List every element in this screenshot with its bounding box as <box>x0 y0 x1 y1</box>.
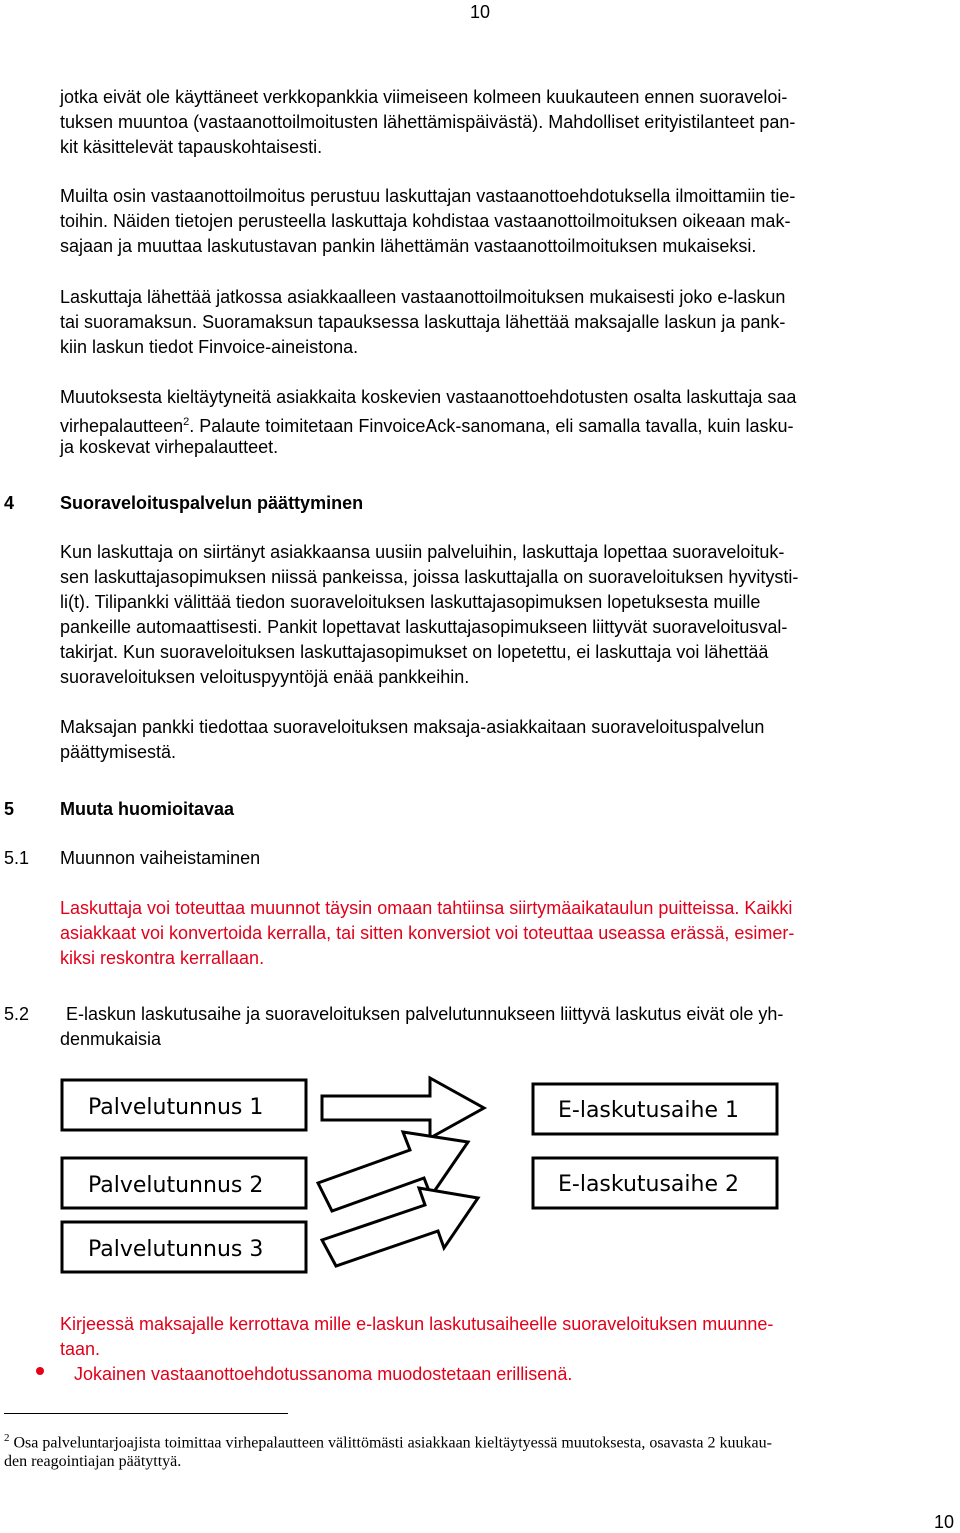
text-line: asiakkaat voi konvertoida kerralla, tai sitten konversiot voi toteuttaa useassa erässä, esimer- <box>60 923 795 943</box>
footnote-separator <box>4 1413 288 1414</box>
mapping-diagram <box>0 1070 960 1280</box>
text-line: suoraveloituksen veloituspyyntöjä enää pankkeihin. <box>60 667 470 687</box>
section-5-2-title-line: E-laskun laskutusaihe ja suoraveloituksen palvelutunnukseen liittyvä laskutus eivät ole yh- <box>66 1004 784 1024</box>
section-5-2-number: 5.2 <box>4 1004 30 1024</box>
e-laskutusaihe-2-label: E-laskutusaihe 2 <box>558 1172 739 1197</box>
footnote-line: den reagointiajan päätyttyä. <box>4 1453 182 1470</box>
section-5-number: 5 <box>4 799 15 819</box>
text-span: virhepalautteen <box>60 416 184 436</box>
text-line: Laskuttaja voi toteuttaa muunnot täysin omaan tahtiinsa siirtymäaikataulun puitteissa. Kaikki <box>60 898 793 918</box>
header-page-number: 10 <box>470 2 491 22</box>
text-line: Muilta osin vastaanottoilmoitus perustuu laskuttajan vastaanottoehdotuksella ilmoittamiin tie- <box>60 186 796 206</box>
text-line: sajaan ja muuttaa laskutustavan pankin lähettämän vastaanottoilmoituksen mukaiseksi. <box>60 236 757 256</box>
text-line: sen laskuttajasopimuksen niissä pankeissa, joissa laskuttajalla on suoraveloituksen hyvitysti- <box>60 567 799 587</box>
text-line: jotka eivät ole käyttäneet verkkopankkia viimeiseen kolmeen kuukauteen ennen suoraveloi- <box>60 87 788 107</box>
text-line: toihin. Näiden tietojen perusteella laskuttaja kohdistaa vastaanottoilmoituksen oikeaan mak- <box>60 211 791 231</box>
text-line: taan. <box>60 1339 101 1359</box>
section-5-2-title-line: denmukaisia <box>60 1029 162 1049</box>
text-line: Maksajan pankki tiedottaa suoraveloituksen maksaja-asiakkaitaan suoraveloituspalvelun <box>60 717 765 737</box>
section-5-title: Muuta huomioitavaa <box>60 799 235 819</box>
text-line: kit käsittelevät tapauskohtaisesti. <box>60 137 323 157</box>
footnote-text: Osa palveluntarjoajista toimittaa virhepalautteen välittömästi asiakkaan kieltäytyessä muutoksesta, osavasta 2 kuukau- <box>9 1434 772 1452</box>
text-line: ja koskevat virhepalautteet. <box>60 437 279 457</box>
section-5-1-title: Muunnon vaiheistaminen <box>60 848 261 868</box>
text-line: Kun laskuttaja on siirtänyt asiakkaansa uusiin palveluihin, laskuttaja lopettaa suoraveloituk- <box>60 542 785 562</box>
palvelutunnus-3-label: Palvelutunnus 3 <box>88 1237 264 1262</box>
arrow-1-icon <box>322 1078 484 1138</box>
bullet-icon <box>36 1367 44 1375</box>
footer-page-number: 10 <box>934 1512 955 1532</box>
text-line: takirjat. Kun suoraveloituksen laskuttajasopimukset on lopetettu, ei laskuttaja voi lähettää <box>60 642 769 662</box>
palvelutunnus-2-label: Palvelutunnus 2 <box>88 1173 264 1198</box>
text-line: tai suoramaksun. Suoramaksun tapauksessa laskuttaja lähettää maksajalle laskun ja pank- <box>60 312 786 332</box>
section-4-title: Suoraveloituspalvelun päättyminen <box>60 493 364 513</box>
e-laskutusaihe-1-label: E-laskutusaihe 1 <box>558 1098 739 1123</box>
section-4-number: 4 <box>4 493 15 513</box>
text-line: Laskuttaja lähettää jatkossa asiakkaalleen vastaanottoilmoituksen mukaisesti joko e-laskun <box>60 287 786 307</box>
text-line: li(t). Tilipankki välittää tiedon suoraveloituksen laskuttajasopimuksen lopetuksesta muille <box>60 592 761 612</box>
text-span: . Palaute toimitetaan FinvoiceAck-sanomana, eli samalla tavalla, kuin lasku- <box>189 416 794 436</box>
text-line: Muutoksesta kieltäytyneitä asiakkaita koskevien vastaanottoehdotusten osalta laskuttaja saa <box>60 387 797 407</box>
palvelutunnus-1-label: Palvelutunnus 1 <box>88 1095 264 1120</box>
text-line: kiin laskun tiedot Finvoice-aineistona. <box>60 337 359 357</box>
text-line: kiksi reskontra kerrallaan. <box>60 948 265 968</box>
text-line: pankeille automaattisesti. Pankit lopettavat laskuttajasopimukseen liittyvät suoraveloitusval- <box>60 617 788 637</box>
text-line: päättymisestä. <box>60 742 177 762</box>
footnote-marker: 2 <box>4 1432 10 1444</box>
section-5-1-number: 5.1 <box>4 848 30 868</box>
text-line: tuksen muuntoa (vastaanottoilmoitusten lähettämispäivästä). Mahdolliset erityistilanteet pan- <box>60 112 796 132</box>
bullet-item: Jokainen vastaanottoehdotussanoma muodostetaan erillisenä. <box>74 1364 573 1384</box>
footnote-ref: 2 <box>183 416 190 428</box>
text-line: Kirjeessä maksajalle kerrottava mille e-laskun laskutusaiheelle suoraveloituksen muunne- <box>60 1314 774 1334</box>
